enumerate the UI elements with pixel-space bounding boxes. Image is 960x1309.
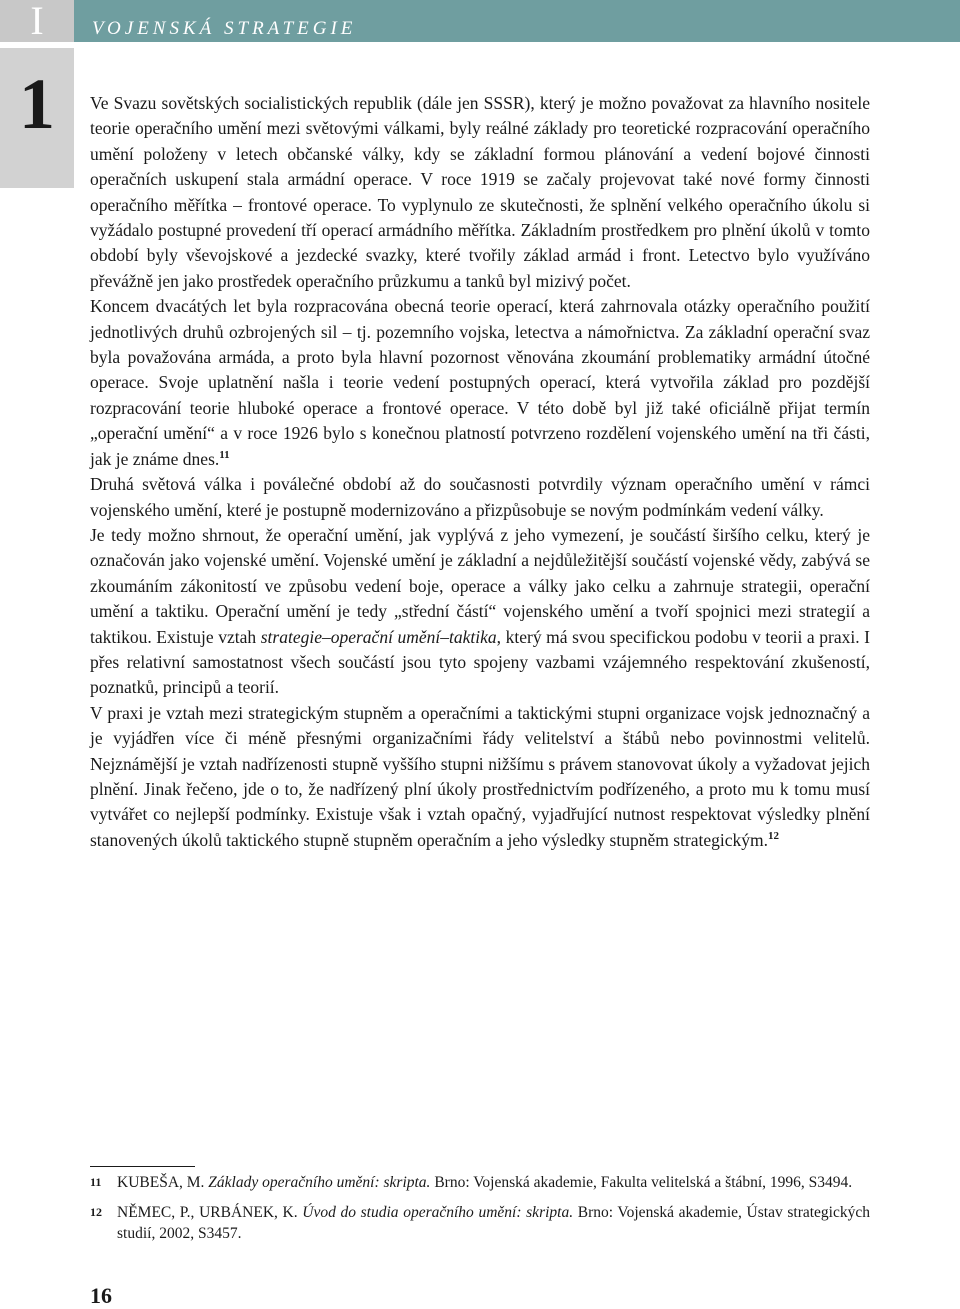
paragraph: Druhá světová válka i poválečné období až do současnosti potvrdily význam operačního umění v rámci vojenského umění, které je postupně modernizováno a přizpůsobuje se novým podmínkám vedení války. — [90, 474, 870, 520]
footnote-ref[interactable]: 11 — [219, 448, 230, 461]
footnote: 11 KUBEŠA, M. Základy operačního umění: skripta. Brno: Vojenská akademie, Fakulta velitelská a štábní, 1996, S3494. — [90, 1174, 853, 1191]
footnote: 12 NĚMEC, P., URBÁNEK, K. Úvod do studia operačního umění: skripta. Brno: Vojenská akademie, Ústav strategických studií, 2002, S3457. — [90, 1204, 870, 1242]
chapter-number: 1 — [19, 64, 55, 144]
italic-term: strategie–operační umění–taktika — [260, 626, 497, 647]
paragraph: Koncem dvacátých let byla rozpracována obecná teorie operací, která zahrnovala otázky operačního použití jednotlivých druhů ozbrojených sil – tj. pozemního vojska, letectva a námořnictva. Za základní operační svaz byla považována armáda, a proto byla hlavní pozornost věnována zkoumání problematiky armádní útočné operace. Svoje uplatnění našla i teorie vedení postupných operací, která vytvořila základ pro pozdější rozpracování teorie hluboké operace a frontové operace. V této době byl již také oficiálně přijat termín „operační umění“ a v roce 1926 bylo s konečnou platností potvrzeno rozdělení vojenského umění na tři části, jak je známe dnes.$^{11}$ — [90, 296, 870, 469]
body-text — [90, 91, 870, 853]
part-title: VOJENSKÁ STRATEGIE — [92, 18, 357, 39]
part-number: I — [0, 0, 74, 42]
footnote-number: 12 — [90, 1205, 102, 1219]
footnotes — [90, 1172, 870, 1253]
paragraph: Je tedy možno shrnout, že operační umění, jak vyplývá z jeho vymezení, je součástí širšího celku, který je označován jako vojenské umění. Vojenské umění je základní a nejdůležitější součástí vojenské vědy, zabývá se zkoumáním zákonitostí ve způsobu vedení boje, operace a války jako celku a zahrnuje strategii, operační umění a taktiku. Operační umění je tedy „střední částí“ vojenského umění a tvoří spojnici mezi strategií a taktikou. Existuje vztah strategie–operační umění–taktika, který má svou specifickou podobu v teorii a praxi. I přes relativní samostatnost všech součástí jsou tyto spojeny vazbami vzájemného respektování zkušeností, poznatků, principů a teorií. — [90, 524, 871, 698]
page-number: 16 — [90, 1283, 112, 1308]
paragraph: V praxi je vztah mezi strategickým stupněm a operačními a taktickými stupni organizace vojsk jednoznačný a je vyjádřen více či méně přesnými organizačními řády velitelství a štábů nebo povinnostmi velitelů. Nejznámější je vztah nadřízenosti stupně vyššího stupni nižšímu s právem stanovovat úkoly a vyžadovat jejich plnění. Jinak řečeno, jde o to, že nadřízený plní úkoly prostřednictvím podřízeného, a proto mu k tomu musí vytvářet co nejlepší podmínky. Existuje však i vztah opačný, vyjadřující nutnost respektovat výsledky plnění stanovených úkolů taktického stupně stupněm operačním a jeho výsledky stupněm strategickým.$^{12}$ — [90, 702, 870, 850]
footnote-number: 11 — [90, 1175, 102, 1189]
footnote-rule — [90, 1166, 195, 1167]
paragraph: Ve Svazu sovětských socialistických republik (dále jen SSSR), který je možno považovat za hlavního nositele teorie operačního umění mezi světovými válkami, byly reálné základy pro teoretické rozpracování operačního umění položeny v letech občanské války, kdy se základní formou plánování a vedení bojové činnosti operačních uskupení stala armádní operace. V roce 1919 se začaly projevovat také nové formy činnosti operačního měřítka – frontové operace. To vyplynulo ze skutečnosti, že splnění velkého operačního úkolu si vyžádalo postupné provedení tří operací armádního měřítka. Základním prostředkem pro plnění úkolů v tomto období byly vševojskové a jezdecké svazky, které tvořily základ armád i front. Letectvo bylo využíváno převážně jen jako prostředek operačního průzkumu a tanků byl mizivý počet. — [90, 93, 870, 291]
footnote-ref[interactable]: 12 — [767, 829, 779, 842]
